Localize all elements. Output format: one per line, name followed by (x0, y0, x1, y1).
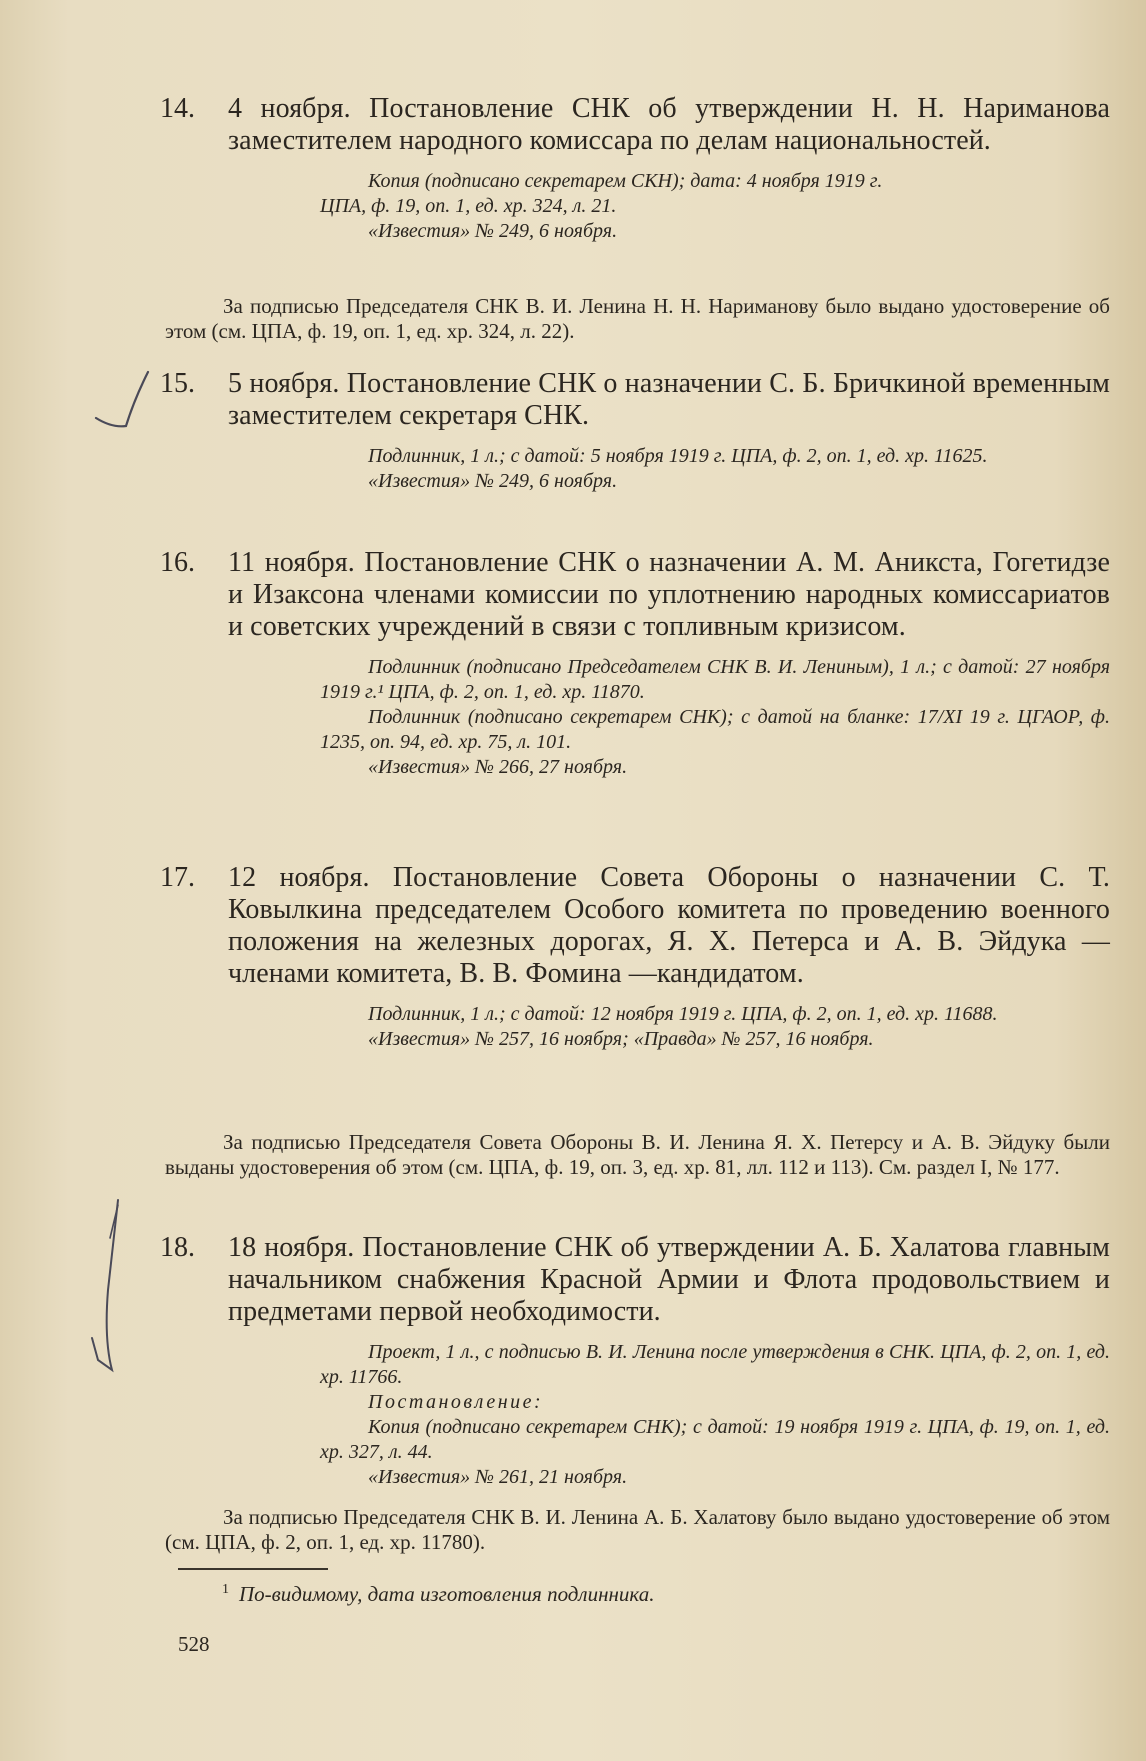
entry-17 (160, 862, 1110, 1052)
entry-sources (320, 444, 1110, 494)
footnote-text: По-видимому, дата изготовления подлинника. (239, 1582, 655, 1606)
entry-number: 14. (160, 93, 195, 124)
entry-title: 4 ноября. Постановление СНК об утверждении Н. Н. Нариманова заместителем народного комиссара по делам национальностей. (228, 93, 1110, 156)
footnote-rule (178, 1568, 328, 1570)
entry-number: 17. (160, 862, 195, 893)
source-line: «Известия» № 261, 21 ноября. (368, 1466, 628, 1488)
source-line: Проект, 1 л., с подписью В. И. Ленина после утверждения в СНК. ЦПА, ф. 2, оп. 1, ед. хр. 11766. (320, 1341, 1110, 1388)
bracket-mark-icon (92, 1200, 118, 1370)
entry-16 (160, 547, 1110, 780)
source-line: Подлинник (подписано Председателем СНК В. И. Лениным), 1 л.; с датой: 27 ноября 1919 г.¹ ЦПА, ф. 2, оп. 1, ед. хр. 11870. (320, 656, 1110, 703)
source-line: Подлинник, 1 л.; с датой: 12 ноября 1919 г. ЦПА, ф. 2, оп. 1, ед. хр. 11688. (368, 1003, 998, 1025)
entry-title: 18 ноября. Постановление СНК об утверждении А. Б. Халатова главным начальником снабжения Красной Армии и Флота продовольствием и предметами первой необходимости. (228, 1232, 1110, 1327)
source-line: «Известия» № 249, 6 ноября. (368, 220, 618, 242)
entry-15 (160, 368, 1110, 494)
source-line: Копия (подписано секретарем СКН); дата: 4 ноября 1919 г. (368, 170, 883, 192)
source-line: «Известия» № 249, 6 ноября. (368, 470, 618, 492)
source-line: «Известия» № 257, 16 ноября; «Правда» № 257, 16 ноября. (368, 1028, 874, 1050)
checkmark-icon (96, 372, 148, 426)
source-line: ЦПА, ф. 19, оп. 1, ед. хр. 324, л. 21. (320, 195, 617, 217)
source-line: Подлинник, 1 л.; с датой: 5 ноября 1919 г. ЦПА, ф. 2, оп. 1, ед. хр. 11625. (368, 445, 988, 467)
entry-title: 5 ноября. Постановление СНК о назначении С. Б. Бричкиной временным заместителем секретаря СНК. (228, 368, 1110, 431)
source-line: Копия (подписано секретарем СНК); с датой: 19 ноября 1919 г. ЦПА, ф. 19, оп. 1, ед. хр. 327, л. 44. (320, 1416, 1110, 1463)
source-line: Постановление: (368, 1391, 544, 1413)
entry-note: За подписью Председателя СНК В. И. Ленина А. Б. Халатову было выдано удостоверение об этом (см. ЦПА, ф. 2, оп. 1, ед. хр. 11780). (165, 1505, 1110, 1554)
entry-sources (320, 1002, 1110, 1052)
entry-sources (320, 655, 1110, 780)
entry-sources (320, 169, 1110, 244)
entry-sources (320, 1340, 1110, 1490)
source-line: Подлинник (подписано секретарем СНК); с датой на бланке: 17/XI 19 г. ЦГАОР, ф. 1235, оп. 94, ед. хр. 75, л. 101. (320, 706, 1110, 753)
entry-number: 15. (160, 368, 195, 399)
footnote (222, 1577, 654, 1607)
entry-14 (160, 93, 1110, 244)
entry-number: 18. (160, 1232, 195, 1263)
entry-title: 11 ноября. Постановление СНК о назначении А. М. Аникста, Гогетидзе и Изаксона членами комиссии по уплотнению народных комиссариатов и советских учреждений в связи с топливным кризисом. (228, 547, 1110, 642)
footnote-marker: 1 (222, 1582, 229, 1597)
entry-note: За подписью Председателя СНК В. И. Ленина Н. Н. Нариманову было выдано удостоверение об этом (см. ЦПА, ф. 19, оп. 1, ед. хр. 324, л. 22). (165, 294, 1110, 343)
entry-number: 16. (160, 547, 195, 578)
entry-18 (160, 1232, 1110, 1490)
entry-note: За подписью Председателя Совета Обороны В. И. Ленина Я. Х. Петерсу и А. В. Эйдуку были выданы удостоверения об этом (см. ЦПА, ф. 19, оп. 3, ед. хр. 81, лл. 112 и 113). См. раздел I, № 177. (165, 1130, 1110, 1179)
page-number: 528 (178, 1632, 210, 1656)
entry-title: 12 ноября. Постановление Совета Обороны о назначении С. Т. Ковылкина председателем Особого комитета по проведению военного положения на железных дорогах, Я. Х. Петерса и А. В. Эйдука — членами комитета, В. В. Фомина —кандидатом. (228, 862, 1110, 989)
source-line: «Известия» № 266, 27 ноября. (368, 756, 628, 778)
